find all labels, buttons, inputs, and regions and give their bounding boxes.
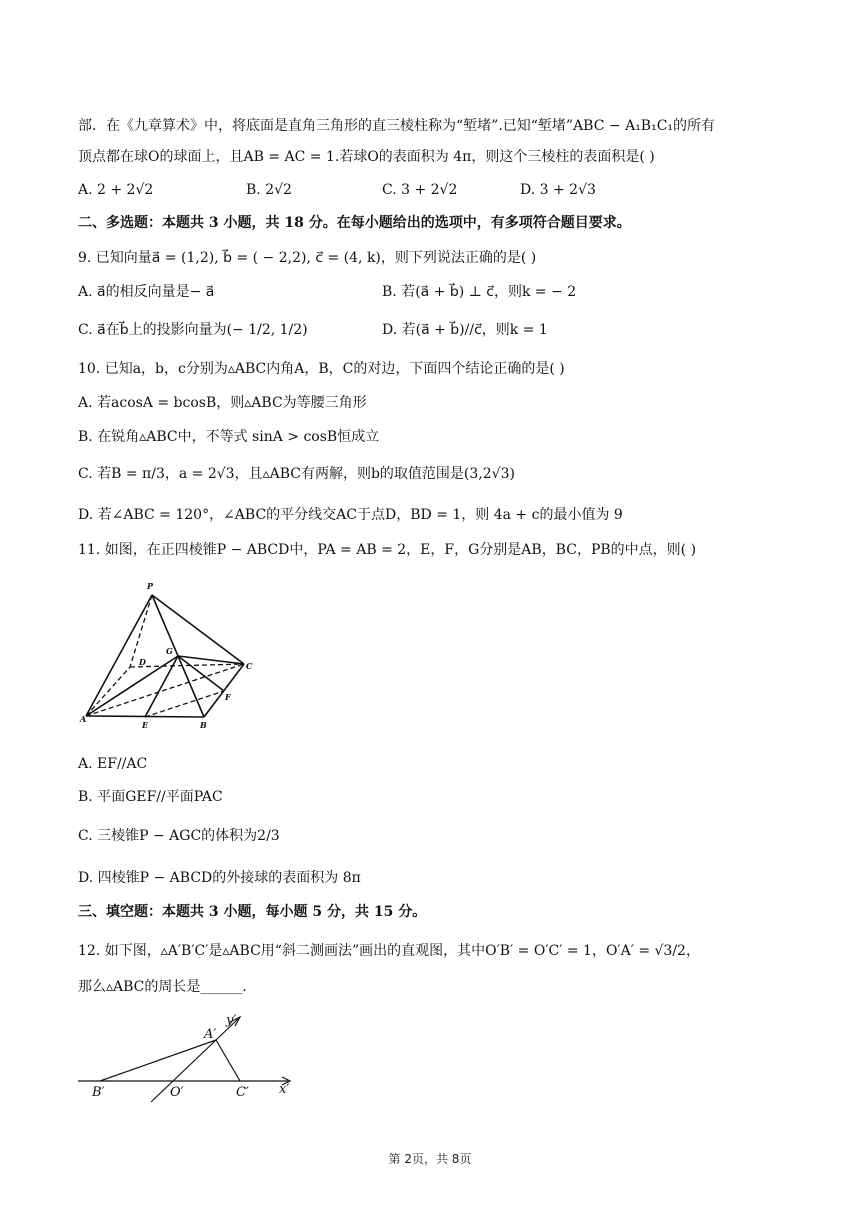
- segment-b-a: [100, 1040, 216, 1081]
- q11-option-d: D. 四棱锥P − ABCD的外接球的表面积为 8π: [78, 870, 361, 886]
- label-p: P: [147, 581, 154, 591]
- label-c: C: [246, 661, 253, 671]
- label-b-prime: B′: [92, 1085, 105, 1100]
- q11-option-c: C. 三棱锥P − AGC的体积为2/3: [78, 828, 280, 844]
- q8-line1: 部．在《九章算术》中，将底面是直角三角形的直三棱柱称为“堑堵”.已知“堑堵”ABC − A₁B₁C₁的所有: [78, 118, 716, 134]
- q11-option-b: B. 平面GEF//平面PAC: [78, 789, 223, 805]
- edge-dc: [130, 664, 244, 667]
- q12-line2: 那么▵ABC的周长是______.: [78, 979, 247, 995]
- label-x-prime: x′: [279, 1082, 290, 1097]
- q11-option-a: A. EF//AC: [78, 756, 148, 772]
- q9-option-d: D. 若(a⃗ + b⃗)//c⃗，则k = 1: [382, 322, 548, 338]
- label-b: B: [200, 720, 207, 730]
- label-e: E: [142, 720, 149, 730]
- q8-option-b: B. 2√2: [246, 182, 292, 198]
- label-c-prime: C′: [236, 1085, 249, 1100]
- q10-option-a: A. 若acosA = bcosB，则▵ABC为等腰三角形: [78, 395, 367, 411]
- label-a-prime: A′: [204, 1027, 217, 1042]
- q9-option-a: A. a⃗的相反向量是− a⃗: [78, 284, 215, 300]
- page-footer: 第 2页，共 8页: [388, 1152, 472, 1166]
- label-g: G: [166, 646, 173, 656]
- label-a: A: [80, 714, 87, 724]
- y-axis: [151, 1019, 238, 1102]
- q10-option-c: C. 若B = π/3，a = 2√3，且▵ABC有两解，则b的取值范围是(3,2√3): [78, 466, 515, 482]
- q11-stem: 11. 如图，在正四棱锥P − ABCD中，PA = AB = 2，E，F，G分别是AB，BC，PB的中点，则( ): [78, 542, 697, 558]
- label-y-prime: y′: [226, 1013, 237, 1028]
- q9-stem: 9. 已知向量a⃗ = (1,2), b⃗ = ( − 2,2), c⃗ = (4, k)，则下列说法正确的是( ): [78, 250, 537, 266]
- section-heading-fill-in: 三、填空题：本题共 3 小题，每小题 5 分，共 15 分。: [78, 904, 427, 920]
- q9-option-b: B. 若(a⃗ + b⃗) ⊥ c⃗，则k = − 2: [382, 284, 577, 300]
- q9-option-c: C. a⃗在b⃗上的投影向量为(− 1/2, 1/2): [78, 322, 308, 338]
- label-f: F: [225, 692, 231, 702]
- q12-line1: 12. 如下图，▵A′B′C′是▵ABC用“斜二测画法”画出的直观图，其中O′B′ = O′C′ = 1，O′A′ = √3/2，: [78, 943, 700, 959]
- segment-a-c: [216, 1040, 240, 1081]
- q8-option-d: D. 3 + 2√3: [520, 182, 596, 198]
- edge-ge: [145, 656, 178, 717]
- oblique-triangle-figure: [78, 1010, 308, 1110]
- pyramid-figure: [78, 576, 258, 736]
- q10-option-b: B. 在锐角▵ABC中，不等式 sinA > cosB恒成立: [78, 429, 380, 445]
- label-o-prime: O′: [170, 1085, 184, 1100]
- q10-option-d: D. 若∠ABC = 120°，∠ABC的平分线交AC于点D，BD = 1，则 4a + c的最小值为 9: [78, 507, 623, 523]
- edge-ga: [86, 656, 178, 716]
- q8-option-a: A. 2 + 2√2: [78, 182, 154, 198]
- label-d: D: [139, 657, 146, 667]
- q8-option-c: C. 3 + 2√2: [382, 182, 458, 198]
- q8-line2: 顶点都在球O的球面上，且AB = AC = 1.若球O的表面积为 4π，则这个三棱柱的表面积是( ): [78, 149, 655, 165]
- q10-stem: 10. 已知a，b，c分别为▵ABC内角A，B，C的对边，下面四个结论正确的是( ): [78, 361, 565, 377]
- section-heading-multiple-choice: 二、多选题：本题共 3 小题，共 18 分。在每小题给出的选项中，有多项符合题目要求。: [78, 215, 631, 231]
